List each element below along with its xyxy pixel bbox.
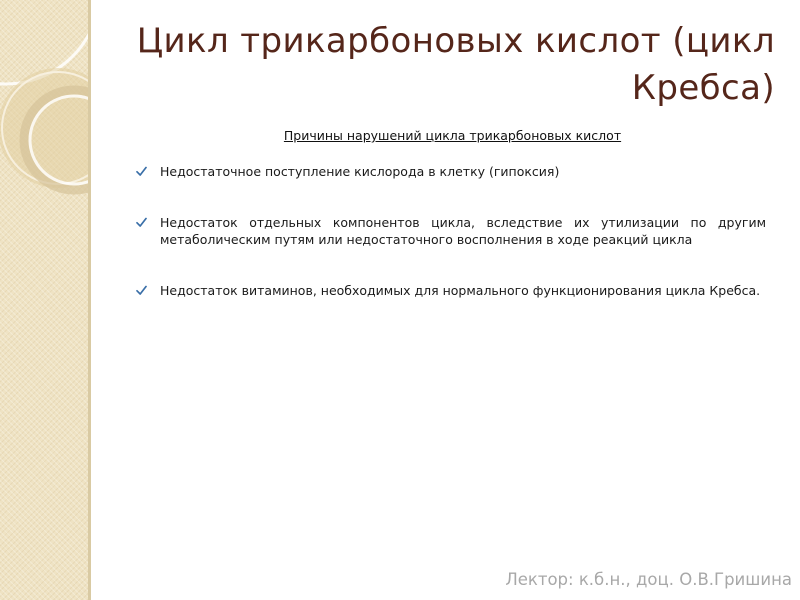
slide-title: Цикл трикарбоновых кислот (цикл Кребса) — [136, 21, 775, 108]
section-subheading: Причины нарушений цикла трикарбоновых кислот — [283, 128, 622, 143]
lecturer-footer: Лектор: к.б.н., доц. О.В.Гришина — [505, 570, 792, 589]
decorative-sidebar — [0, 0, 88, 600]
bullet-text: Недостаточное поступление кислорода в клетку (гипоксия) — [160, 164, 560, 179]
check-icon — [136, 166, 147, 177]
decorative-circles-icon — [0, 0, 88, 600]
bullet-item-vitamins — [136, 282, 766, 299]
bullet-text: Недостаток витаминов, необходимых для нормального функционирования цикла Кребса. — [160, 283, 761, 298]
bullet-text: Недостаток отдельных компонентов цикла, вследствие их утилизации по другим метаболическим путям или недостаточного восполнения в ходе реакций цикла — [160, 215, 766, 247]
sidebar-divider — [88, 0, 91, 600]
bullet-list — [136, 163, 766, 299]
check-icon — [136, 217, 147, 228]
check-icon — [136, 285, 147, 296]
bullet-item-components — [136, 214, 766, 248]
bullet-item-hypoxia — [136, 163, 766, 180]
